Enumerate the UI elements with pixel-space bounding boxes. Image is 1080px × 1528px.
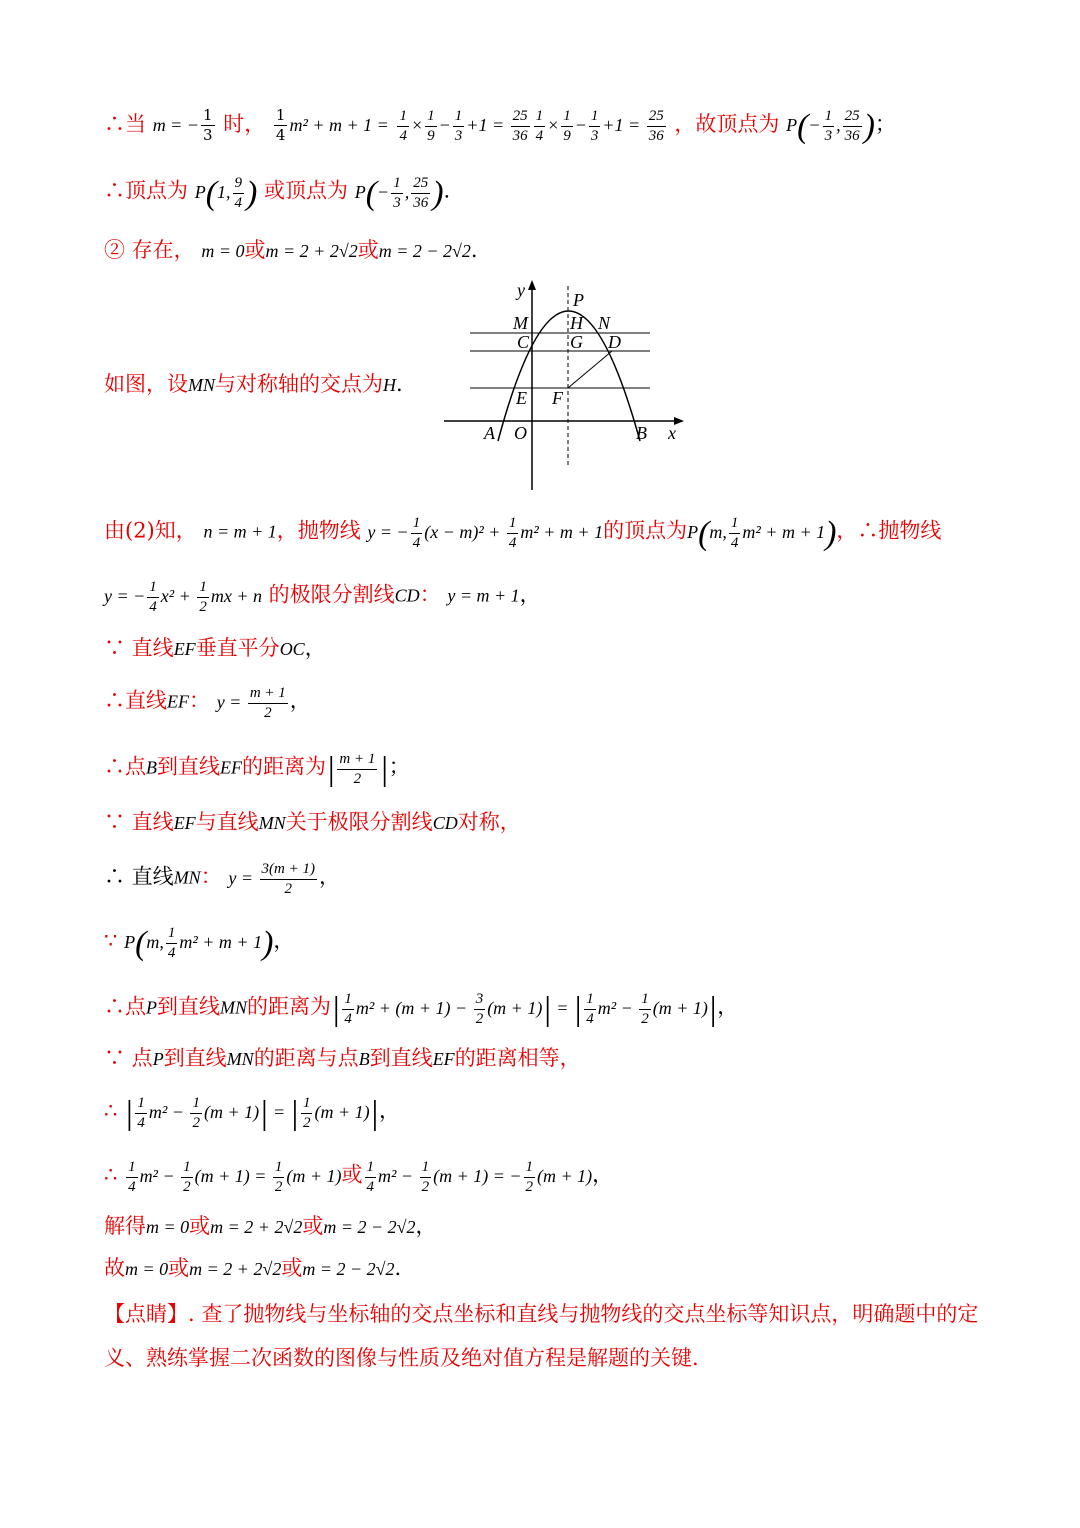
therefore-line: ∴直线 [104,688,167,713]
dist-p-mn: | $\frac{1}{4}$ m² + (m + 1) − $\frac{3}{2}$ (m + 1)| = | $\frac{1}{4}$ m² − $\frac{1}{2}$ (m + 1)| [331,990,718,1028]
ans-a: m = 0 [146,1217,190,1237]
to-line: 到直线 [163,1046,227,1070]
label-g: G [570,332,583,352]
comma: ， [378,1098,400,1123]
ans-b: m = 2 + 2√2 [265,241,358,261]
solve-text: 解得 [104,1214,146,1238]
label-c: C [517,332,530,352]
mn-label: MN [226,1049,254,1069]
expr-1: m² + m + 1 = [289,115,389,135]
distance-text: 的距离为 [242,754,326,779]
cd-label: CD [394,585,420,606]
vertex-text: ，故顶点为 [674,112,780,136]
line-6 [104,580,541,615]
distance-text: 的距离为 [247,994,331,1019]
to-line: 到直线 [157,994,220,1019]
ans-b: m = 2 + 2√2 [189,1259,282,1279]
parabola-eq-2: y = − $\frac{1}{4}$ x² + $\frac{1}{2}$ mx + n [104,579,262,615]
therefore-point: ∴点 [104,754,146,779]
comma: ， [717,994,739,1019]
label-f: F [552,388,563,408]
m-value: m = − [152,115,199,135]
line-7 [104,634,326,663]
comma: ， [304,636,326,660]
equal-distance: 的距离相等， [454,1046,581,1070]
therefore: ∴ [104,1098,118,1123]
therefore-point: ∴点 [104,994,146,1019]
semicolon: ； [388,754,410,779]
because-line: ∵ 直线 [104,636,174,660]
when-text: 时， [223,112,266,136]
label-x: x [668,423,676,443]
perp-bisect: 垂直平分 [195,636,280,660]
line-9 [104,752,410,787]
label-d: D [608,332,621,352]
period: . [396,372,403,396]
line-4 [104,370,403,399]
or-1: 或 [244,238,266,262]
case-1: $\frac{1}{4}$ m² − $\frac{1}{2}$ (m + 1) = $\frac{1}{2}$ (m + 1) [128,1159,342,1195]
colon: ： [189,688,210,713]
cd-eq: y = m + 1 [447,585,520,606]
p-coord: P(m, $\frac{1}{4}$ m² + m + 1) [124,924,274,962]
line-8 [104,686,311,721]
therefore-when: ∴当 [104,112,146,136]
line-14 [104,1044,581,1073]
n-eq: n = m + 1 [203,521,277,542]
period: . [470,238,478,262]
y-arrow-icon [528,280,536,290]
comma: ， [415,1214,437,1238]
line-15 [104,1096,400,1131]
symmetric: 对称， [457,810,521,834]
cd-label: CD [432,813,458,833]
line-10 [104,808,521,837]
abs-eq: | $\frac{1}{4}$ m² − $\frac{1}{2}$ (m + 1)| = | $\frac{1}{2}$ (m + 1)| [124,1094,379,1132]
because-point: ∵ 点 [104,1046,153,1070]
b-label: B [146,757,157,778]
note-tag: 【点睛】 [104,1302,188,1326]
line-18 [104,1254,401,1283]
colon: ： [419,582,441,607]
frac-1-3: $\frac{1}{3}$ [202,106,213,144]
comma: ， [273,928,295,953]
or-2: 或 [357,238,379,262]
note-text: . 查了抛物线与坐标轴的交点坐标和直线与抛物线的交点坐标等知识点，明确题中的定义、熟练掌握二次函数的图像与性质及绝对值方程是解题的关键. [104,1302,979,1370]
line-17 [104,1212,437,1241]
comma: ， [592,1162,614,1187]
intersect-text: 与对称轴的交点为 [215,372,383,396]
period: . [394,1256,402,1280]
to-line: 到直线 [369,1046,433,1070]
therefore-line: ∴ 直线 [104,864,174,889]
vertex-is: 的顶点为 [603,518,688,543]
therefore-parabola: ，∴抛物线 [836,518,942,543]
or-2: 或 [302,1214,324,1238]
mn-label: MN [220,997,247,1018]
expr-calc: $\frac{1}{4}$ × $\frac{1}{9}$ − $\frac{1}{3}$ +1 = $\frac{25}{36}$ $\frac{1}{4}$ × $\frac{1}{9}$ − $\frac{1}{3}$ +1 = $\frac{25}{36}$ [399,108,664,145]
colon: ： [200,864,222,889]
comma: ， [519,582,541,607]
line-1 [104,108,896,144]
semicolon: ； [874,112,896,136]
ef-label: EF [432,1049,455,1069]
because-line: ∵ 直线 [104,810,174,834]
b-label: B [358,1049,370,1069]
mn-label: MN [188,375,215,395]
therefore: ∴ [104,1162,118,1187]
because: ∵ [104,928,118,953]
line-13 [104,992,738,1027]
line-3 [104,236,478,265]
limit-line-text: 的极限分割线 [268,582,395,607]
label-n: N [598,313,611,333]
h-label: H [383,375,396,395]
ef-label: EF [167,691,189,712]
period: . [443,178,451,203]
or-1: 或 [189,1214,211,1238]
label-m: M [513,313,528,333]
vertex-p-b: P(− $\frac{1}{3}$ , $\frac{25}{36}$ ) [354,174,444,212]
or-vertex: 或顶点为 [264,178,349,203]
p-label: P [146,997,157,1018]
to-line: 到直线 [157,754,220,779]
vertex-label: ∴顶点为 [104,178,188,203]
or-2: 或 [281,1256,303,1280]
vertex-p-a: P(1, $\frac{9}{4}$ ) [194,174,258,212]
distance-and-point: 的距离与点 [253,1046,359,1070]
as-shown: 如图，设 [104,372,188,396]
line-12 [104,926,294,961]
p-label: P [152,1049,164,1069]
mn-label: MN [258,813,286,833]
ef-label: EF [220,757,242,778]
comma: ， [289,688,311,713]
case-2: $\frac{1}{4}$ m² − $\frac{1}{2}$ (m + 1) = − $\frac{1}{2}$ (m + 1) [366,1159,593,1195]
mn-label: MN [173,867,201,888]
about-limit: 关于极限分割线 [285,810,433,834]
parabola-figure [440,276,690,496]
mn-eq: y = $\frac{3(m + 1)}{2}$ [228,861,315,897]
label-p: P [573,290,584,310]
label-a: A [484,423,495,443]
oc-label: OC [279,639,305,659]
frac-1-4: $\frac{1}{4}$ [275,106,286,144]
key-point-note [104,1292,984,1380]
dist-b-ef: | $\frac{m + 1}{2}$ | [326,750,389,788]
ef-eq: y = $\frac{m + 1}{2}$ [216,685,286,721]
parabola-eq: y = − $\frac{1}{4}$ (x − m)² + $\frac{1}{4}$ m² + m + 1 [367,515,604,551]
line-2 [104,176,450,211]
vertex-general: P(m, $\frac{1}{4}$ m² + m + 1) [687,514,837,552]
segment-fd [568,351,612,388]
line-16 [104,1160,613,1195]
label-y: y [517,280,525,300]
ef-label: EF [173,639,196,659]
exists-text: ② 存在， [104,238,195,262]
label-o: O [514,423,527,443]
label-h: H [570,313,583,333]
or-1: 或 [168,1256,190,1280]
label-e: E [516,388,527,408]
ans-b: m = 2 + 2√2 [210,1217,303,1237]
line-5 [104,516,941,551]
line-11 [104,862,340,897]
ans-c: m = 2 − 2√2 [323,1217,416,1237]
ans-c: m = 2 − 2√2 [378,241,471,261]
from-2: 由(2)知， [104,518,197,543]
and-line: 与直线 [195,810,259,834]
ans-a: m = 0 [125,1259,169,1279]
parabola-text: ，抛物线 [276,518,361,543]
ans-c: m = 2 − 2√2 [302,1259,395,1279]
vertex-p1: P(− $\frac{1}{3}$ , $\frac{25}{36}$ ) [786,107,875,145]
comma: ， [318,864,340,889]
hence-text: 故 [104,1256,125,1280]
label-b: B [636,423,647,443]
ans-a: m = 0 [201,241,245,261]
ef-label: EF [173,813,196,833]
or: 或 [341,1162,363,1187]
